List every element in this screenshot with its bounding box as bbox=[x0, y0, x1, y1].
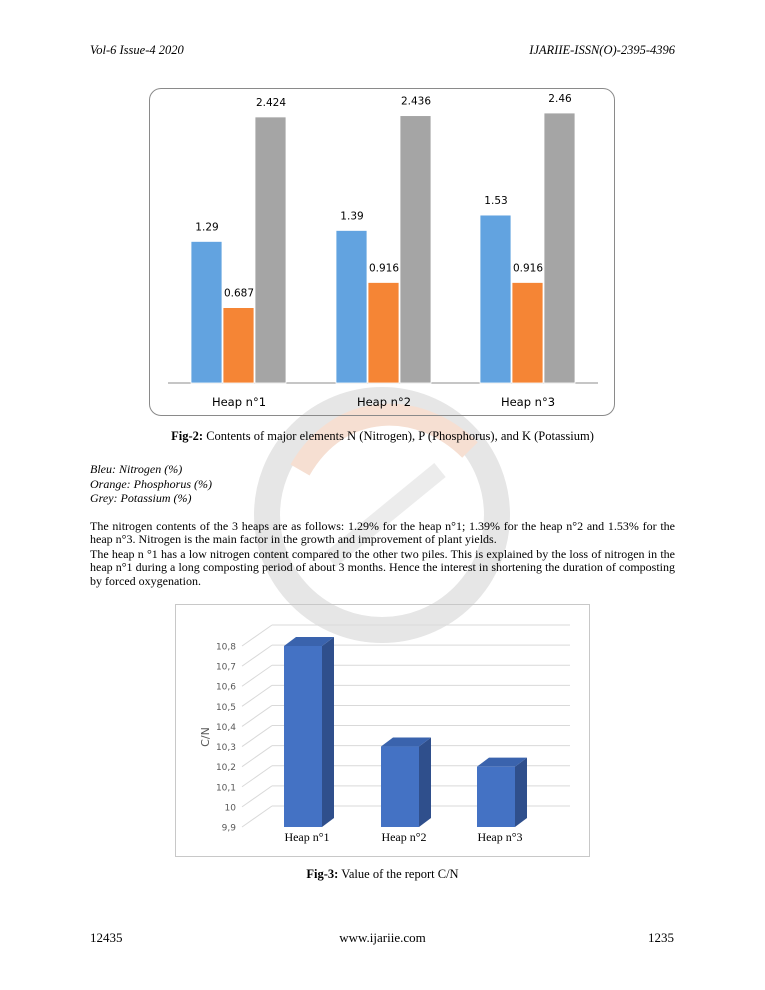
figure-2-data-label: 2.424 bbox=[255, 96, 287, 109]
figure-3-caption-text: Value of the report C/N bbox=[338, 867, 459, 881]
footer-website: www.ijariie.com bbox=[339, 930, 426, 945]
figure-3-tick-label: 10,6 bbox=[215, 682, 236, 693]
figure-3-bar-side bbox=[322, 637, 334, 827]
figure-3-bar bbox=[284, 646, 322, 827]
figure-3-tick-label: 10,4 bbox=[215, 722, 236, 733]
figure-3-bar-side bbox=[419, 738, 431, 827]
figure-2-data-label: 2.436 bbox=[400, 95, 432, 108]
figure-3-gridline-side bbox=[242, 786, 272, 807]
figure-2-data-label: 0.916 bbox=[368, 262, 400, 275]
figure-2-data-label: 0.687 bbox=[223, 287, 255, 300]
figure-2-data-label: 1.29 bbox=[195, 221, 219, 234]
figure-3-gridline-side bbox=[242, 806, 272, 827]
figure-2-data-label: 1.53 bbox=[484, 195, 508, 208]
figure-3-gridline-side bbox=[242, 665, 272, 686]
header-volume: Vol-6 Issue-4 2020 bbox=[90, 43, 184, 57]
figure-3-bar bbox=[477, 767, 515, 827]
figure-3-bar-side bbox=[515, 758, 527, 827]
figure-2-caption-label: Fig-2: bbox=[171, 429, 204, 443]
figure-3-gridline-side bbox=[242, 685, 272, 706]
figure-3-tick-label: 10,1 bbox=[215, 783, 236, 794]
figure-3-tick-label: 10,7 bbox=[215, 662, 236, 673]
paragraph-nitrogen-loss: The heap n °1 has a low nitrogen content compared to the other two piles. This is explained by the loss of nitrogen in the heap n°1 during a long composting period of about 3 months. Hence the interest in shortening the duration of composting by forced oxygenation. bbox=[90, 547, 675, 588]
figure-2-data-label: 2.46 bbox=[548, 93, 572, 105]
figure-2-category-label: Heap n°3 bbox=[500, 395, 556, 409]
footer-paper-id: 12435 bbox=[90, 930, 123, 945]
header-issn: IJARIIE-ISSN(O)-2395-4396 bbox=[529, 43, 675, 57]
paragraph-nitrogen-contents: The nitrogen contents of the 3 heaps are as follows: 1.29% for the heap n°1; 1.39% for the heap n°2 and 1.53% for the heap n°3. Nitrogen is the main factor in the growth and improvement of plant yields. bbox=[90, 519, 675, 547]
figure-3-category-label: Heap n°2 bbox=[381, 830, 427, 844]
figure-2-caption-text: Contents of major elements N (Nitrogen), P (Phosphorus), and K (Potassium) bbox=[203, 429, 594, 443]
figure-3-bar bbox=[381, 747, 419, 827]
figure-2-category-label: Heap n°2 bbox=[356, 395, 412, 409]
legend-potassium: Grey: Potassium (%) bbox=[90, 491, 192, 505]
figure-3-y-axis-title: C/N bbox=[199, 727, 212, 747]
legend-phosphorus: Orange: Phosphorus (%) bbox=[90, 476, 212, 491]
footer-page-number: 1235 bbox=[648, 930, 674, 945]
figure-3-gridline-side bbox=[242, 726, 272, 747]
figure-3-caption-label: Fig-3: bbox=[306, 867, 339, 881]
figure-3-tick-label: 9,9 bbox=[221, 823, 236, 834]
figure-3-category-label: Heap n°1 bbox=[284, 830, 330, 844]
figure-2-category-label: Heap n°1 bbox=[211, 395, 267, 409]
figure-3-tick-label: 10,3 bbox=[215, 743, 236, 754]
figure-3-gridline-side bbox=[242, 766, 272, 787]
figure-3-tick-label: 10,8 bbox=[215, 642, 236, 653]
figure-3-category-label: Heap n°3 bbox=[477, 830, 523, 844]
legend-nitrogen: Bleu: Nitrogen (%) bbox=[90, 462, 183, 476]
figure-3-gridline-side bbox=[242, 625, 272, 646]
figure-3-tick-label: 10 bbox=[224, 803, 236, 814]
figure-3-gridline-side bbox=[242, 705, 272, 726]
figure-2-data-label: 1.39 bbox=[340, 210, 364, 223]
figure-3-gridline-side bbox=[242, 645, 272, 666]
figure-3-tick-label: 10,5 bbox=[215, 702, 236, 713]
figure-3-tick-label: 10,2 bbox=[215, 763, 236, 774]
figure-3-gridline-side bbox=[242, 746, 272, 767]
figure-2-data-label: 0.916 bbox=[512, 262, 544, 275]
figure-3-caption bbox=[0, 867, 765, 882]
